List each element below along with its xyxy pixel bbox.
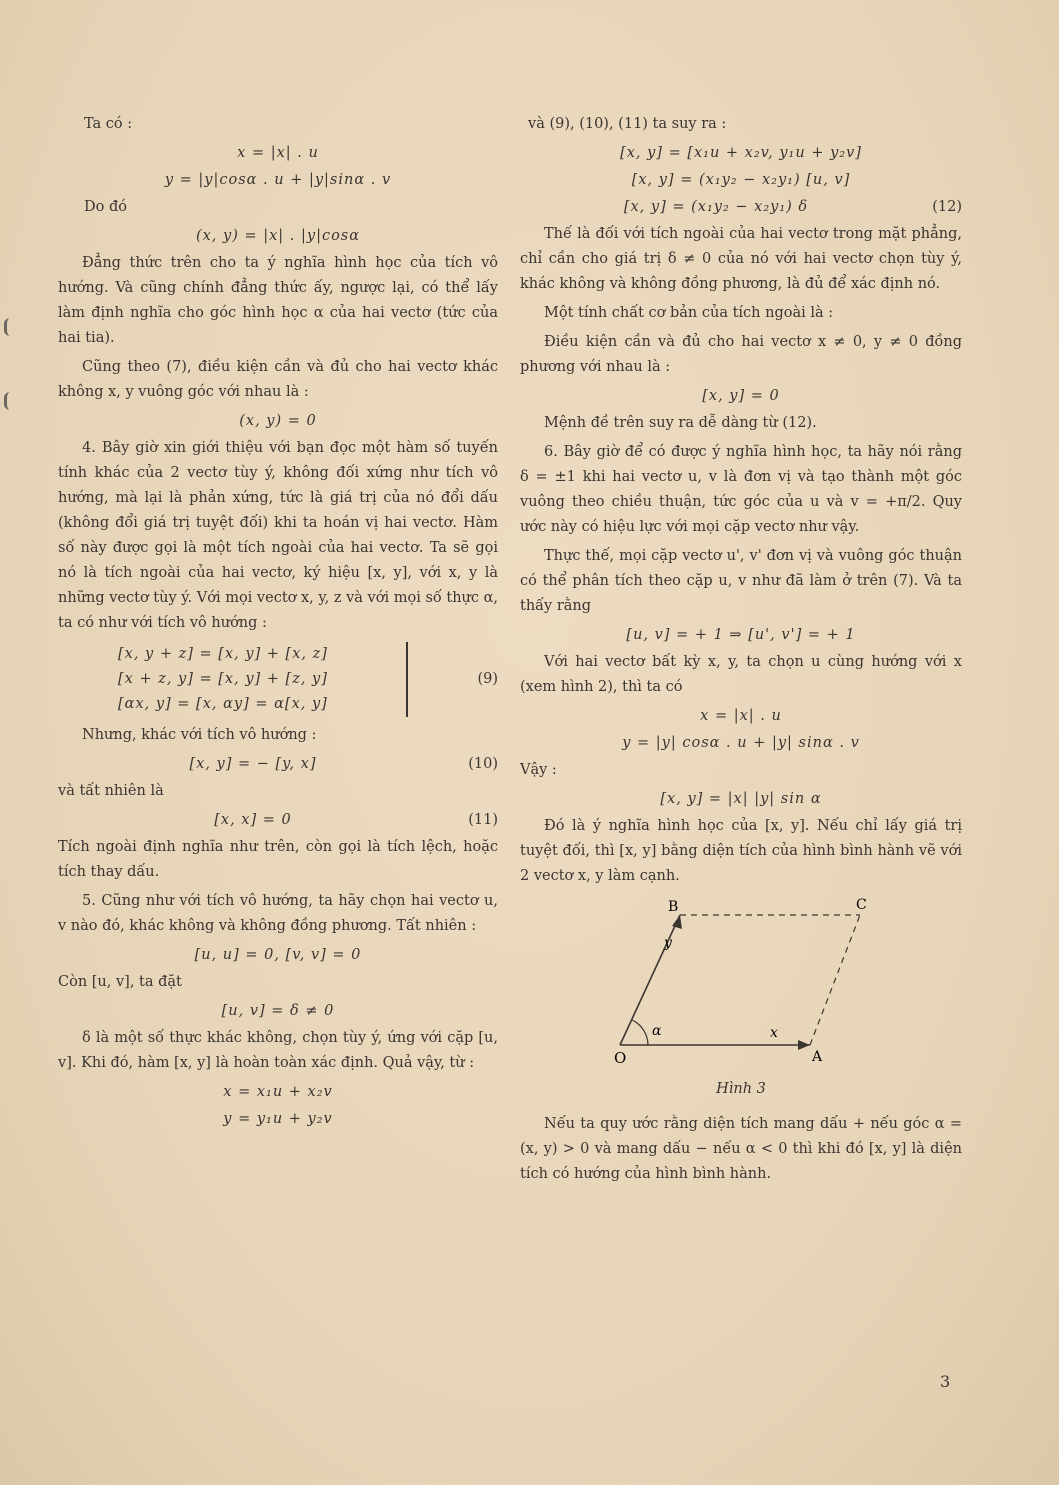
equation-number: (9) [477,671,498,687]
equation-number: (12) [932,199,962,215]
paragraph: Mệnh đề trên suy ra dễ dàng từ (12). [544,415,817,431]
parallelogram-figure [520,895,962,1075]
angle-alpha-arc [632,1020,648,1045]
paragraph: Còn [u, v], ta đặt [58,974,182,990]
equation: [x, x] = 0 [214,812,292,828]
equation: [u, v] = δ ≠ 0 [221,1003,335,1019]
equation: x = |x| . u [237,145,319,161]
paragraph: 5. Cũng như với tích vô hướng, ta hãy chọn hai vectơ u, v nào đó, khác không và không đồng phương. Tất nhiên : [58,893,498,934]
paragraph: 4. Bây giờ xin giới thiệu với bạn đọc một hàm số tuyến tính khác của 2 vectơ tùy ý, không đối xứng như tích vô hướng, mà lại là phản xứng, tức là giá trị của nó đổi dấu (không đổi giá trị tuyệt đối) khi ta hoán vị hai vectơ. Hàm số này được gọi là một tích ngoài của hai vectơ. Ta sẽ gọi nó là tích ngoài của hai vectơ, ký hiệu [x, y], với x, y là những vectơ tùy ý. Với mọi vectơ x, y, z và với mọi số thực α, ta có như với tích vô hướng : [58,440,499,631]
point-a-label: A [812,1049,823,1065]
equation: [x, y + z] = [x, y] + [x, z] [118,646,328,662]
paragraph: Tích ngoài định nghĩa như trên, còn gọi là tích lệch, hoặc tích thay dấu. [58,839,498,880]
equation: [x, y] = (x₁y₂ − x₂y₁) [u, v] [631,172,851,188]
paragraph: và tất nhiên là [58,783,164,799]
equation-number: (10) [468,756,498,772]
paragraph: Thế là đối với tích ngoài của hai vectơ trong mặt phẳng, chỉ cần cho giá trị δ ≠ 0 của nó với hai vectơ chọn tùy ý, khác không và không đồng phương, là đủ để xác định nó. [520,226,962,292]
equation: x = x₁u + x₂v [223,1084,333,1100]
equation: [x + z, y] = [x, y] + [z, y] [118,671,328,687]
point-b-label: B [668,899,679,915]
equation: [u, v] = + 1 ⇒ [u', v'] = + 1 [626,627,856,643]
binding-mark [4,318,17,336]
figure-caption: Hình 3 [716,1081,766,1097]
point-o-label: O [614,1049,627,1067]
vector-x-arrowhead [798,1040,810,1050]
paragraph: Thực thế, mọi cặp vectơ u', v' đơn vị và vuông góc thuận có thể phân tích theo cặp u, v như đã làm ở trên (7). Và ta thấy rằng [520,548,962,614]
paragraph: Đó là ý nghĩa hình học của [x, y]. Nếu chỉ lấy giá trị tuyệt đối, thì [x, y] bằng diện tích của hình bình hành vẽ với 2 vectơ x, y làm cạnh. [520,818,962,884]
equation: [αx, y] = [x, αy] = α[x, y] [118,696,328,712]
equation-system-9 [58,642,498,717]
paragraph: Với hai vectơ bất kỳ x, y, ta chọn u cùng hướng với x (xem hình 2), thì ta có [520,654,962,695]
equation: [x, y] = − [y, x] [189,756,317,772]
equation: (x, y) = 0 [239,413,317,429]
parallelogram-diagram [520,895,962,1075]
paragraph: Điều kiện cần và đủ cho hai vectơ x ≠ 0, y ≠ 0 đồng phương với nhau là : [520,334,962,375]
equation: y = |y|cosα . u + |y|sinα . v [164,172,392,188]
binding-mark [4,392,17,410]
parallelogram-right-edge [810,915,860,1045]
vector-x-label: x [770,1025,778,1041]
paragraph: Nhưng, khác với tích vô hướng : [82,727,317,743]
vector-y-label: y [664,935,672,951]
do-da-text: Do đó [84,199,127,215]
equation-row [520,195,962,220]
equation-number: (11) [468,812,498,828]
paragraph: δ là một số thực khác không, chọn tùy ý, ứng với cặp [u, v]. Khi đó, hàm [x, y] là hoàn toàn xác định. Quả vậy, từ : [58,1030,498,1071]
right-column [520,112,962,1191]
equation: x = |x| . u [700,708,782,724]
left-column [58,112,498,1134]
equation: [x, y] = (x₁y₂ − x₂y₁) δ [623,199,809,215]
equation: (x, y) = |x| . |y|cosα [195,228,361,244]
equation-row [58,752,498,777]
paragraph: Vậy : [520,762,557,778]
paragraph: Một tính chất cơ bản của tích ngoài là : [544,305,834,321]
equation: [x, y] = |x| |y| sin α [660,791,822,807]
paragraph: và (9), (10), (11) ta suy ra : [528,116,727,132]
paragraph: Cũng theo (7), điều kiện cần và đủ cho hai vectơ khác không x, y vuông góc với nhau là : [58,359,498,400]
angle-alpha-label: α [652,1023,662,1039]
paragraph: Nếu ta quy ước rằng diện tích mang dấu + nếu góc α = (x, y) > 0 và mang dấu − nếu α < 0 thì khi đó [x, y] là diện tích có hướng của hình bình hành. [520,1116,962,1182]
page-number: 3 [940,1372,951,1391]
equation: y = |y| cosα . u + |y| sinα . v [622,735,860,751]
equation: y = y₁u + y₂v [223,1111,333,1127]
equation: [u, u] = 0, [v, v] = 0 [194,947,362,963]
equation-row [58,808,498,833]
equation: [x, y] = [x₁u + x₂v, y₁u + y₂v] [620,145,862,161]
paragraph: Đẳng thức trên cho ta ý nghĩa hình học của tích vô hướng. Và cũng chính đẳng thức ấy, ngược lại, có thể lấy làm định nghĩa cho góc hình học α của hai vectơ (tức của hai tia). [58,255,498,346]
paragraph: 6. Bây giờ để có được ý nghĩa hình học, ta hãy nói rằng δ = ±1 khi hai vectơ u, v là đơn vị và tạo thành một góc vuông theo chiều thuận, tức góc của u và v = +π/2. Quy ước này có hiệu lực với mọi cặp vectơ như vậy. [520,444,962,535]
vector-y-arrowhead [672,915,682,929]
intro-text: Ta có : [84,116,133,132]
equation: [x, y] = 0 [702,388,780,404]
point-c-label: C [856,897,867,913]
